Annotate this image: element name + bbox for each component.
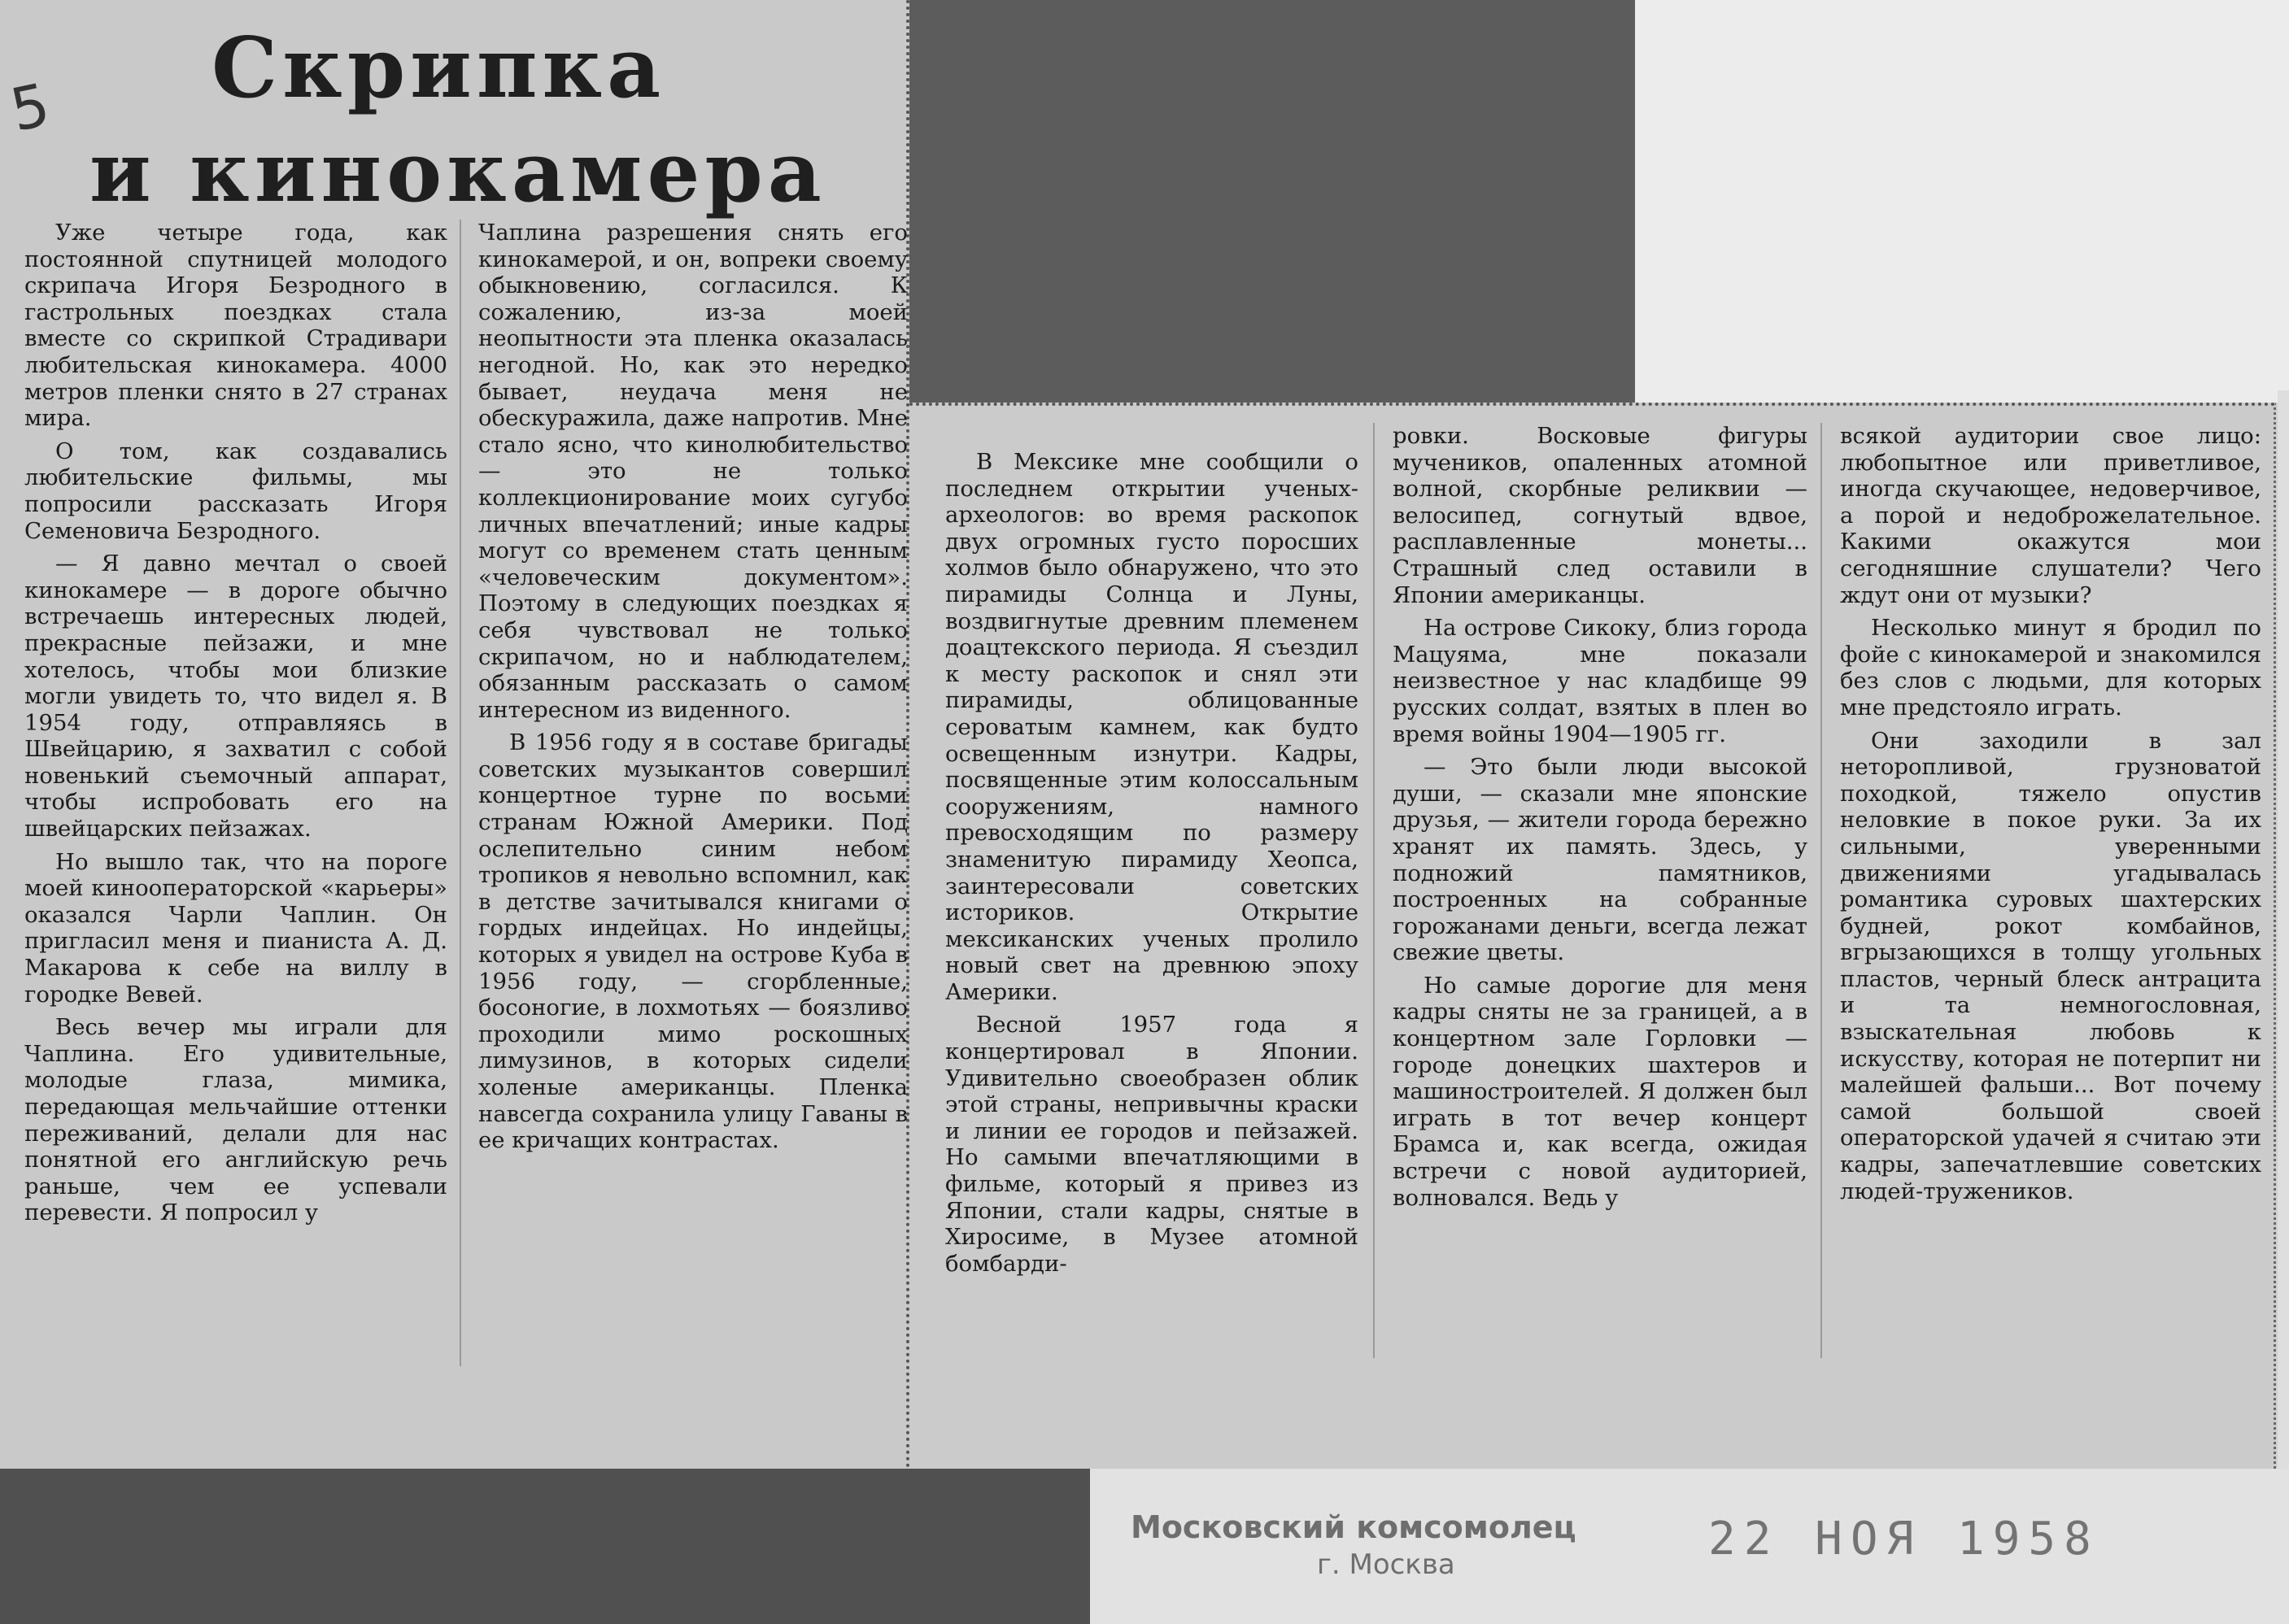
paragraph: В Мексике мне сообщили о последнем открытии ученых-археологов: во время раскопок двух огромных густо поросших холмов было обнаружено, что это пирамиды Солнца и Луны, воздвигнутые древним племенем доацтекского периода. Я съездил к месту раскопок и снял эти пирамиды, облицованные сероватым камнем, как будто освещенным изнутри. Кадры, посвященные этим колоссальным сооружениям, намного превосходящим по размеру знаменитую пирамиду Хеопса, заинтересовали советских историков. Открытие мексиканских ученых пролило новый свет на древнюю эпоху Америки. [945, 449, 1358, 1005]
paragraph: Чаплина разрешения снять его кинокамерой, и он, вопреки своему обыкновению, согласился. К сожалению, из-за моей неопытности эта пленка оказалась негодной. Но, как это нередко бывает, неудача меня не обескуражила, даже напротив. Мне стало ясно, что кинолюбительство — это не только коллекционирование моих сугубо личных впечатлений; иные кадры могут со временем стать ценным «человеческим документом». Поэтому в следующих поездках я себя чувствовал не только скрипачом, но и наблюдателем, обязанным рассказать о самом интересном из виденного. [478, 220, 908, 723]
source-stamp [1131, 1509, 1576, 1583]
paragraph: всякой аудитории свое лицо: любопытное или приветливое, иногда скучающее, недоверчивое, а порой и недоброжелательное. Какими окажутся мои сегодняшние слушатели? Чего ждут они от музыки? [1840, 423, 2261, 608]
background-edge [2278, 390, 2289, 1624]
article-column-4 [1393, 423, 1807, 1217]
column-rule [1373, 423, 1375, 1358]
paragraph: Несколько минут я бродил по фойе с кинокамерой и знакомился без слов с людьми, для которых мне предстояло играть. [1840, 615, 2261, 721]
source-city: г. Москва [1317, 1548, 1455, 1581]
column-rule [460, 220, 461, 1366]
source-name: Московский комсомолец [1131, 1509, 1576, 1545]
paragraph: — Это были люди высокой души, — сказали мне японские друзья, — жители города бережно хранят их память. Здесь, у подножий памятников, построенных на собранные горожанами деньги, всегда лежат свежие цветы. [1393, 754, 1807, 966]
background-light-area [1635, 0, 2289, 403]
paragraph: — Я давно мечтал о своей кинокамере — в дороге обычно встречаешь интересных людей, прекрасные пейзажи, и мне хотелось, чтобы мои близкие могли увидеть то, что видел я. В 1954 году, отправляясь в Швейцарию, я захватил с собой новенький съемочный аппарат, чтобы испробовать его на швейцарских пейзажах. [24, 551, 447, 842]
paragraph: Весной 1957 года я концертировал в Японии. Удивительно своеобразен облик этой страны, непривычны краски и линии ее городов и пейзажей. Но самыми впечатляющими в фильме, который я привез из Японии, стали кадры, снятые в Хиросиме, в Музее атомной бомбарди- [945, 1012, 1358, 1277]
article-column-3 [945, 449, 1358, 1283]
background-dark-bottom [0, 1469, 1090, 1624]
paragraph: Но самые дорогие для меня кадры сняты не за границей, а в концертном зале Горловки — городе донецких шахтеров и машиностроителей. Я должен был играть в тот вечер концерт Брамса и, как всегда, ожидая встречи с новой аудиторией, волновался. Ведь у [1393, 972, 1807, 1211]
column-rule [1820, 423, 1822, 1358]
headline-line-2: и кинокамера [89, 124, 826, 221]
date-stamp: 22 НОЯ 1958 [1708, 1513, 2099, 1565]
background-dark-area [907, 0, 1635, 403]
paragraph: В 1956 году я в составе бригады советских музыкантов совершил концертное турне по восьми странам Южной Америки. Под ослепительно синим небом тропиков я невольно вспомнил, как в детстве зачитывался книгами о гордых индейцах. Но индейцы, которых я увидел на острове Куба в 1956 году, — сгорбленные, босоногие, в лохмотьях — боязливо проходили мимо роскошных лимузинов, в которых сидели холеные американцы. Пленка навсегда сохранила улицу Гаваны в ее кричащих контрастах. [478, 729, 908, 1154]
article-column-1 [24, 220, 447, 1233]
paragraph: Но вышло так, что на пороге моей кинооператорской «карьеры» оказался Чарли Чаплин. Он пригласил меня и пианиста А. Д. Макарова к себе на виллу в городке Вевей. [24, 848, 447, 1008]
paragraph: Они заходили в зал неторопливой, грузноватой походкой, тяжело опустив неловкие в покое руки. За их сильными, уверенными движениями угадывалась романтика суровых шахтерских будней, рокот комбайнов, вгрызающихся в толщу угольных пластов, черный блеск антрацита и та немногословная, взыскательная любовь к искусству, которая не потерпит ни малейшей фальши... Вот почему самой большой своей операторской удачей я считаю эти кадры, запечатлевшие советских людей-тружеников. [1840, 727, 2261, 1204]
paragraph: Весь вечер мы играли для Чаплина. Его удивительные, молодые глаза, мимика, передающая мельчайшие оттенки переживаний, делали для нас понятной его английскую речь раньше, чем ее успевали перевести. Я попросил у [24, 1014, 447, 1226]
paragraph: О том, как создавались любительские фильмы, мы попросили рассказать Игоря Семеновича Безродного. [24, 438, 447, 544]
article-column-5 [1840, 423, 2261, 1211]
handwritten-mark: 5 [4, 70, 56, 145]
paragraph: Уже четыре года, как постоянной спутницей молодого скрипача Игоря Безродного в гастрольных поездках стала вместе со скрипкой Страдивари любительская кинокамера. 4000 метров пленки снято в 27 странах мира. [24, 220, 447, 432]
headline-line-1: Скрипка [211, 20, 666, 117]
paragraph: На острове Сикоку, близ города Мацуяма, мне показали неизвестное у нас кладбище 99 русских солдат, взятых в плен во время войны 1904—1905 гг. [1393, 615, 1807, 747]
article-headline [89, 16, 903, 224]
article-column-2 [478, 220, 908, 1160]
paragraph: ровки. Восковые фигуры мучеников, опаленных атомной волной, скорбные реликвии — велосипед, согнутый вдвое, расплавленные монеты... Страшный след оставили в Японии американцы. [1393, 423, 1807, 608]
